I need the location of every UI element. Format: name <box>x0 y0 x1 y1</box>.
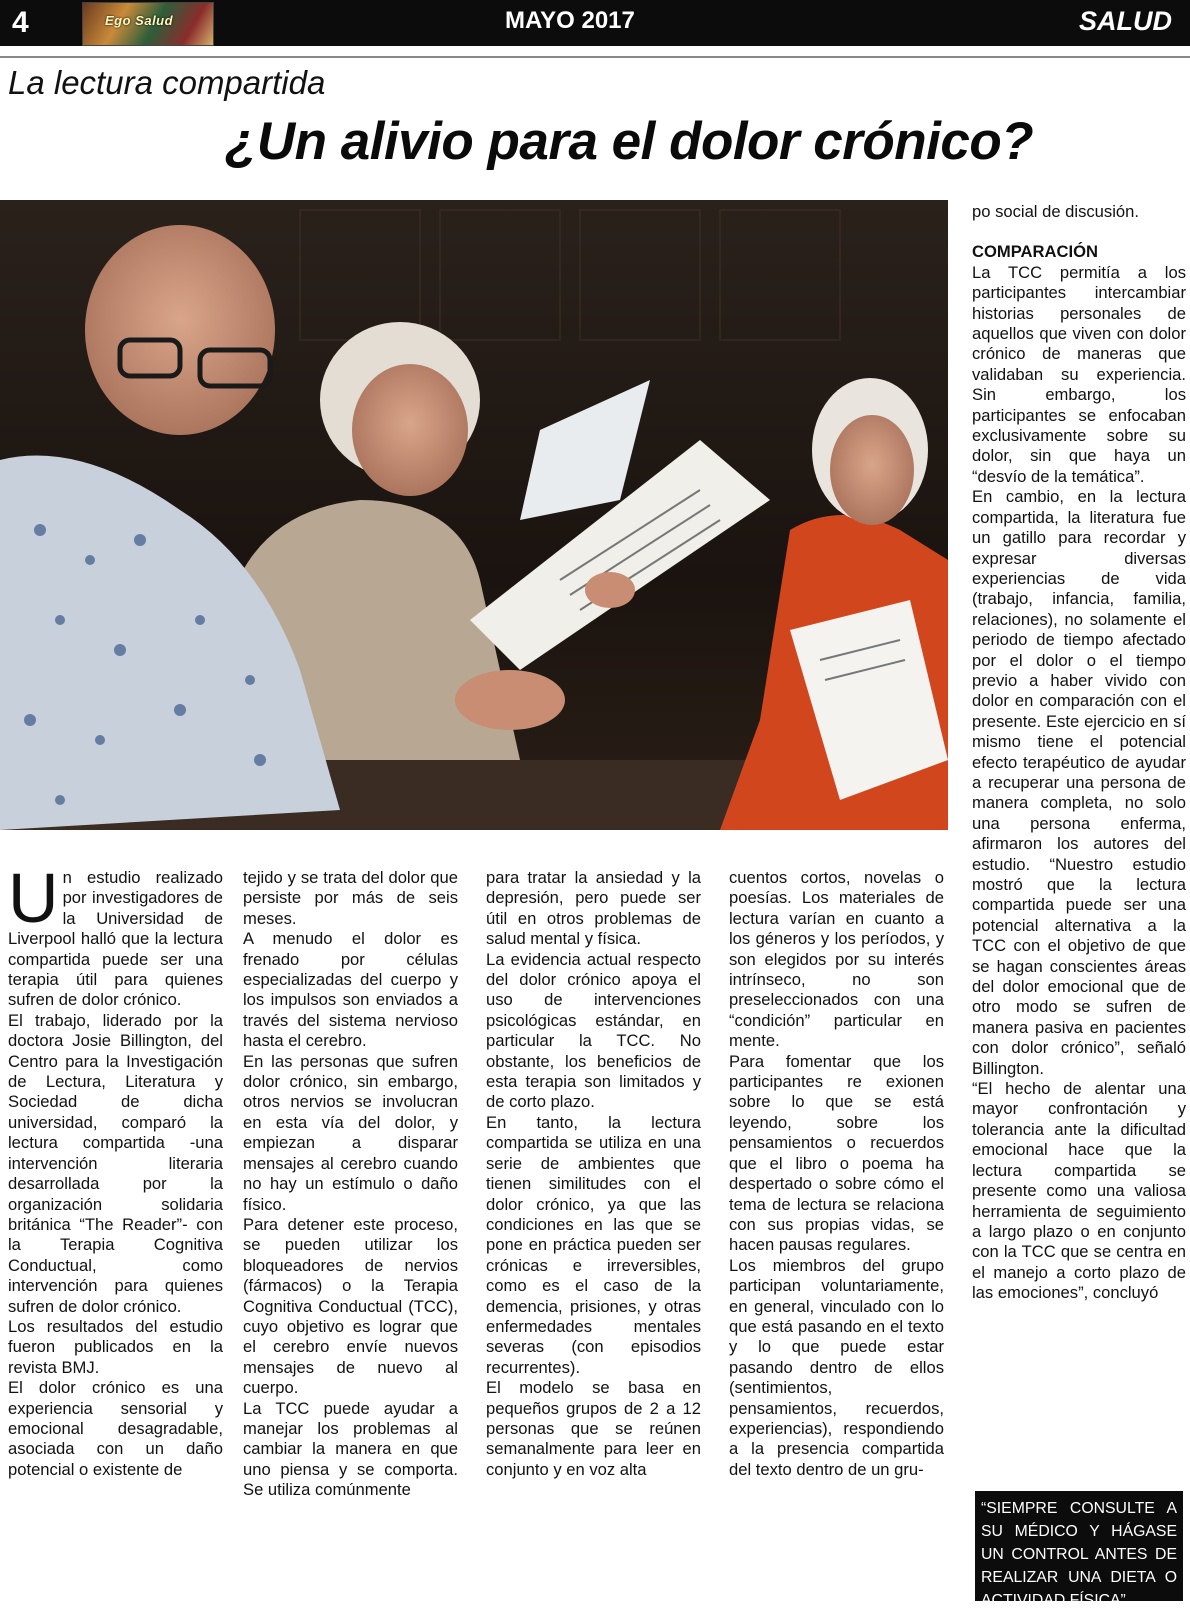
section-name: SALUD <box>1079 6 1172 36</box>
column-1-paragraph: n estudio realizado por investigadores de la Universidad de Liverpool halló que la lectura compartida puede ser una terapia útil para quienes sufren de dolor crónico. <box>8 868 223 1010</box>
column-2-paragraph: En las personas que sufren dolor crónico, sin embargo, otros nervios se involucran en esta vía del dolor, y empiezan a disparar mensajes al cerebro cuando no hay un estímulo o daño físico. <box>243 1051 458 1214</box>
column-5-paragraph: po social de discusión. <box>972 202 1139 221</box>
column-3-paragraph: En tanto, la lectura compartida se utiliza en una serie de ambientes que tienen similitudes con el dolor crónico, ya que las condiciones en las que se pone en práctica pueden ser crónicas e irreversibles, como es el caso de la demencia, prisiones, y otras enfermedades mentales severas (con episodios recurrentes). <box>486 1112 701 1377</box>
masthead <box>0 0 1190 46</box>
logo-text: Ego Salud <box>105 13 174 28</box>
header-rule <box>0 56 1190 58</box>
column-3-paragraph: La evidencia actual respecto del dolor crónico apoya el uso de intervenciones psicológicas estándar, en particular la TCC. No obstante, los beneficios de esta terapia son limitados y de corto plazo. <box>486 949 701 1112</box>
article-column-5 <box>972 202 1186 1304</box>
article-photo <box>0 200 948 830</box>
column-4-paragraph: Para fomentar que los participantes re exionen sobre lo que se está leyendo, sobre los pensamientos o recuerdos que el libro o poema ha despertado o sobre cómo el tema de lectura se relaciona con sus propias vidas, se hacen pausas regulares. <box>729 1051 944 1255</box>
column-2-paragraph: A menudo el dolor es frenado por células especializadas del cuerpo y los impulsos son enviados a través del sistema nervioso hasta el cerebro. <box>243 929 458 1051</box>
column-4-paragraph: cuentos cortos, novelas o poesías. Los materiales de lectura varían en cuanto a los géneros y los períodos, y son elegidos por su interés intrínseco, no son preseleccionados con una “condición” particular en mente. <box>729 868 944 1051</box>
column-1-paragraph: El trabajo, liderado por la doctora Josie Billington, del Centro para la Investigación de Lectura, Literatura y Sociedad de dicha universidad, comparó la lectura compartida -una intervención literaria desarrollada por la organización solidaria británica “The Reader”- con la Terapia Cognitiva Conductual, como intervención para quienes sufren de dolor crónico. <box>8 1010 223 1316</box>
column-5-paragraph: “El hecho de alentar una mayor confrontación y tolerancia ante la dificultad emocional hace que la lectura compartida se presente como una valiosa herramienta de seguimiento a largo plazo o en conjunto con la TCC que se centra en el manejo a corto plazo de las emociones”, concluyó <box>972 1079 1186 1303</box>
article-headline: ¿Un alivio para el dolor crónico? <box>225 112 1034 171</box>
drop-cap: U <box>8 859 59 937</box>
article-column-1 <box>8 859 223 1480</box>
article-column-4 <box>729 868 944 1480</box>
article-column-3 <box>486 868 701 1480</box>
column-2-paragraph: tejido y se trata del dolor que persiste por más de seis meses. <box>243 868 458 928</box>
column-3-paragraph: El modelo se basa en pequeños grupos de 2 a 12 personas que se reúnen semanalmente para leer en conjunto y en voz alta <box>486 1378 701 1479</box>
reading-group-illustration <box>0 200 948 830</box>
issue-date: MAYO 2017 <box>505 7 635 34</box>
column-2-paragraph: Para detener este proceso, se pueden utilizar los bloqueadores de nervios (fármacos) o la Terapia Cognitiva Conductual (TCC), cuyo objetivo es lograr que el cerebro envíe nuevos mensajes de nuevo al cuerpo. <box>243 1214 458 1398</box>
article-column-2 <box>243 868 458 1501</box>
column-5-paragraph: En cambio, en la lectura compartida, la literatura fue un gatillo para recordar y expresar diversas experiencias de vida (trabajo, infancia, familia, relaciones), no solamente el periodo de tiempo afectado por el dolor o el tiempo previo a haber vivido con dolor en comparación con el presente. Este ejercicio en sí mismo tiene el potencial efecto terapéutico de ayudar a recuperar una persona de manera completa, no solo una persona enferma, afirmaron los autores del estudio. “Nuestro estudio mostró que la lectura compartida puede ser una potencial alternativa a la TCC con el objetivo de que se hagan conscientes áreas del dolor emocional que de otro modo se sufren de manera pasiva en pacientes con dolor crónico”, señaló Billington. <box>972 487 1186 1078</box>
column-4-paragraph: Los miembros del grupo participan voluntariamente, en general, vinculado con lo que está pasando en el texto y lo que puede estar pasando dentro de ellos (sentimientos, pensamientos, recuerdos, experiencias), respondiendo a la presencia compartida del texto dentro de un gru- <box>729 1255 944 1479</box>
section-subhead: COMPARACIÓN <box>972 242 1098 262</box>
publication-logo <box>82 2 214 46</box>
health-advice-callout: “SIEMPRE CONSULTE A SU MÉDICO Y HÁGASE UN CONTROL ANTES DE REALIZAR UNA DIETA O ACTIVIDAD FÍSICA” <box>975 1491 1183 1601</box>
column-1-paragraph: El dolor crónico es una experiencia sensorial y emocional desagradable, asociada con un daño potencial o existente de <box>8 1378 223 1479</box>
column-3-paragraph: para tratar la ansiedad y la depresión, pero puede ser útil en otros problemas de salud mental y física. <box>486 868 701 949</box>
column-5-paragraph: La TCC permitía a los participantes intercambiar historias personales de aquellos que viven con dolor crónico de maneras que validaban su experiencia. Sin embargo, los participantes se enfocaban exclusivamente sobre su dolor, sin que haya un “desvío de la temática”. <box>972 262 1186 486</box>
column-1-paragraph: Los resultados del estudio fueron publicados en la revista BMJ. <box>8 1316 223 1377</box>
page-number: 4 <box>12 6 29 39</box>
article-kicker: La lectura compartida <box>8 64 326 101</box>
column-2-paragraph: La TCC puede ayudar a manejar los problemas al cambiar la manera en que uno piensa y se comporta. Se utiliza comúnmente <box>243 1398 458 1500</box>
